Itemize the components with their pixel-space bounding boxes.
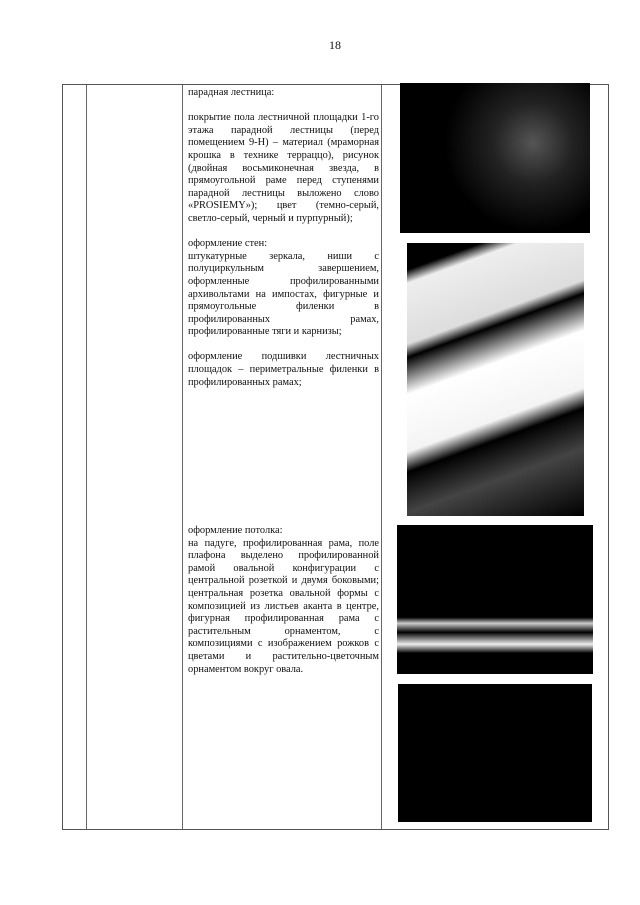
ceiling-photo bbox=[397, 525, 593, 674]
floor-photo bbox=[400, 83, 590, 233]
column-divider bbox=[182, 85, 183, 829]
ceiling-title: оформление потолка: bbox=[188, 525, 283, 536]
page-number: 18 bbox=[329, 38, 341, 52]
walls-title: оформление стен: bbox=[188, 238, 268, 250]
section-title: парадная лестница: bbox=[188, 87, 275, 98]
ceiling-paragraph: на падуге, профилированная рама, поле плафона выделено профилированной рамой овальной конфигурации с центральной розеткой и двумя боковыми; центральная розетка овальной формы с композицией из листьев аканта в центре, фигурная профилированная рама с растительным орнаментом, с композициями с изображением рожков с цветами и растительно-цветочным орнаментом вокруг овала. bbox=[188, 537, 379, 675]
column-divider bbox=[381, 85, 382, 829]
landings-paragraph: оформление подшивки лестничных площадок – периметральные филенки в профилированных рамах; bbox=[188, 351, 379, 388]
ceiling-detail-photo bbox=[398, 684, 592, 822]
ceiling-cell bbox=[188, 525, 379, 676]
description-table bbox=[62, 84, 609, 830]
staircase-photo bbox=[407, 243, 584, 516]
column-divider bbox=[86, 85, 87, 829]
walls-paragraph: штукатурные зеркала, ниши с полуциркульным завершением, оформленные профилированными архивольтами на импостах, фигурные и прямоугольные филенки в профилированных рамах, профилированные тяги и карнизы; bbox=[188, 250, 379, 338]
floor-paragraph: покрытие пола лестничной площадки 1-го этажа парадной лестницы (перед помещением 9-Н) – материал (мраморная крошка в технике терраццо), рисунок (двойная восьмиконечная звезда, в прямоугольной раме перед ступенями парадной лестницы выложено слово «PROSIEMY»); цвет (темно-серый, светло-серый, черный и пурпурный); bbox=[188, 112, 379, 224]
description-cell bbox=[188, 87, 379, 389]
